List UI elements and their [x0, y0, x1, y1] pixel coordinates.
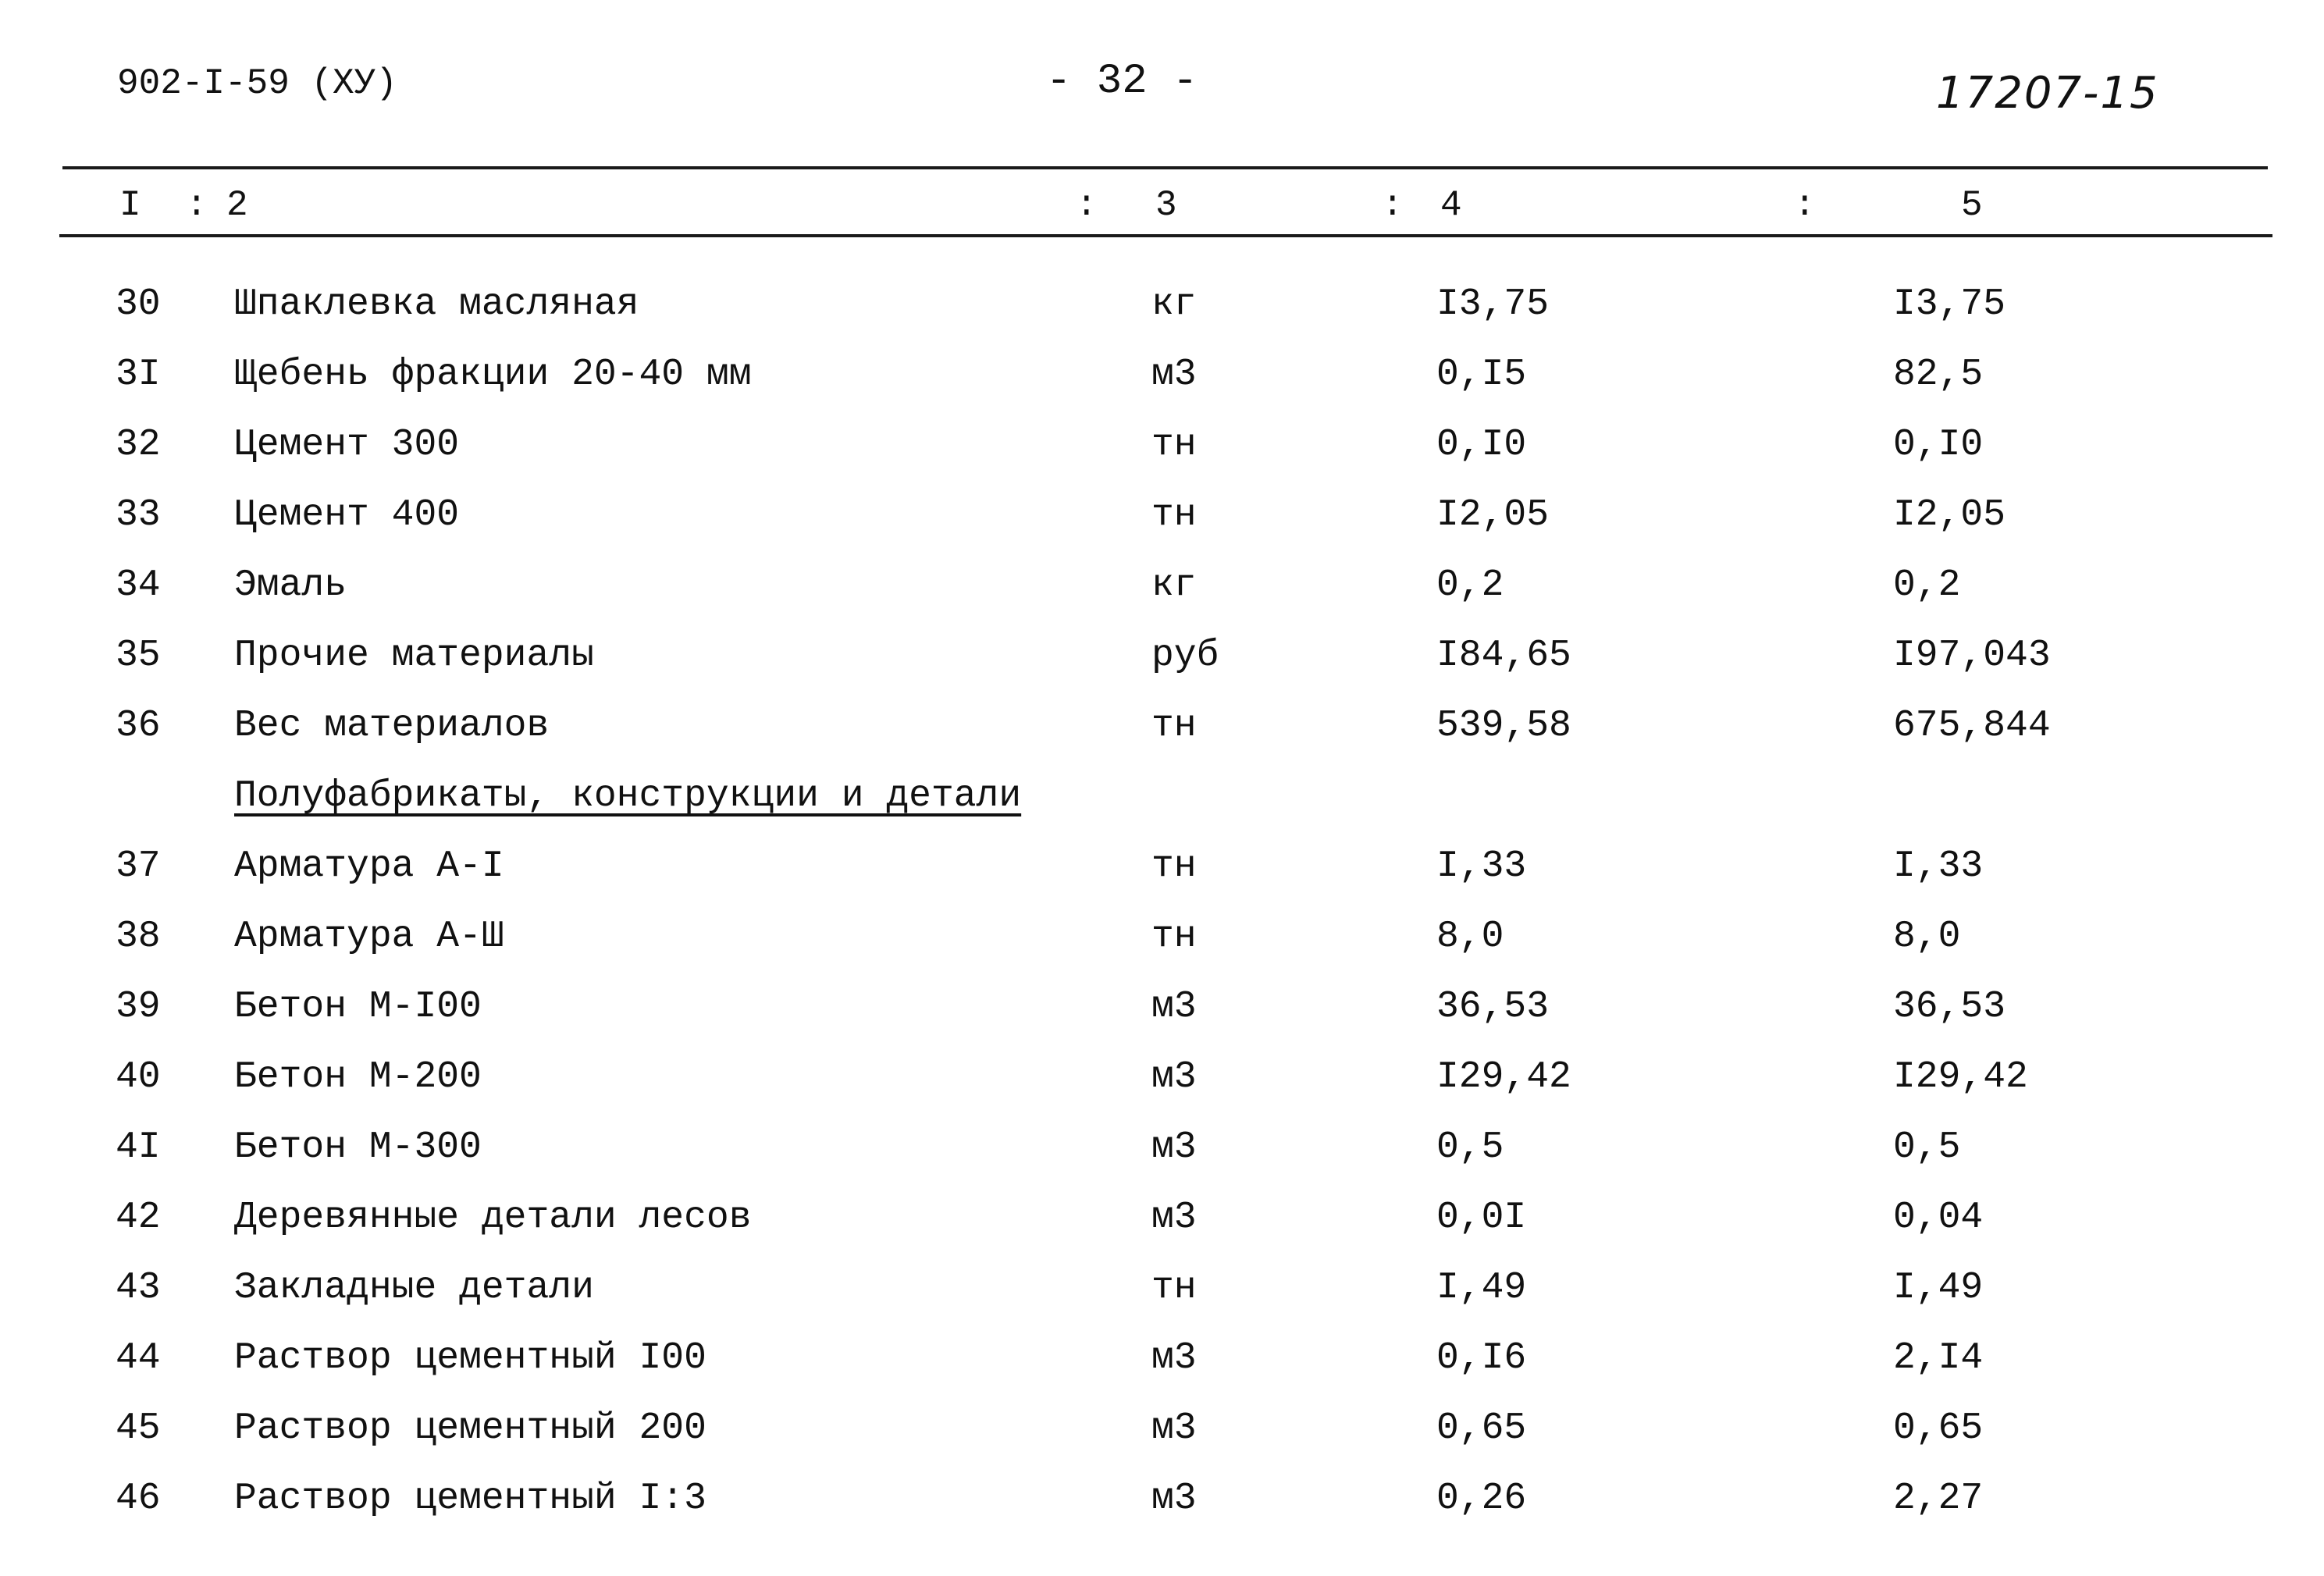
- item-name: Эмаль: [234, 564, 347, 607]
- section-heading-row: [0, 761, 2324, 831]
- unit-cell: кг: [1151, 283, 1197, 326]
- unit-cell: м3: [1151, 986, 1197, 1028]
- row-number: 45: [116, 1407, 161, 1450]
- table-row: [0, 1183, 2324, 1253]
- table-row: [0, 972, 2324, 1042]
- quantity-column-5: I2,05: [1893, 494, 2006, 536]
- quantity-column-4: 0,I5: [1436, 354, 1527, 396]
- quantity-column-5: 8,0: [1893, 916, 1961, 958]
- quantity-column-5: 675,844: [1893, 705, 2051, 747]
- row-number: 38: [116, 916, 161, 958]
- quantity-column-4: 0,0I: [1436, 1197, 1527, 1239]
- row-number: 43: [116, 1267, 161, 1309]
- unit-cell: м3: [1151, 1056, 1197, 1098]
- row-number: 34: [116, 564, 161, 607]
- table-row: [0, 621, 2324, 691]
- quantity-column-4: I3,75: [1436, 283, 1550, 326]
- row-number: 33: [116, 494, 161, 536]
- document-code: 902-I-59 (XУ): [117, 63, 397, 104]
- quantity-column-4: 0,I6: [1436, 1337, 1527, 1379]
- table-row: [0, 340, 2324, 410]
- section-heading: Полуфабрикаты, конструкции и детали: [234, 775, 1022, 817]
- materials-table-body: [0, 269, 2324, 1534]
- item-name: Цемент 400: [234, 494, 460, 536]
- table-row: [0, 1253, 2324, 1323]
- column-header-4: 4: [1440, 185, 1462, 226]
- item-name: Раствор цементный I00: [234, 1337, 706, 1379]
- unit-cell: кг: [1151, 564, 1197, 607]
- sheet-number: 17207-15: [1936, 68, 2159, 119]
- quantity-column-5: 2,I4: [1893, 1337, 1984, 1379]
- column-header-5: 5: [1961, 185, 1983, 226]
- row-number: 37: [116, 845, 161, 888]
- table-row: [0, 1323, 2324, 1393]
- quantity-column-4: 0,2: [1436, 564, 1504, 607]
- quantity-column-5: 0,04: [1893, 1197, 1984, 1239]
- row-number: 40: [116, 1056, 161, 1098]
- quantity-column-5: I3,75: [1893, 283, 2006, 326]
- row-number: 44: [116, 1337, 161, 1379]
- page-number: - 32 -: [1046, 58, 1198, 105]
- quantity-column-4: 0,26: [1436, 1478, 1527, 1520]
- table-row: [0, 1112, 2324, 1183]
- quantity-column-4: 36,53: [1436, 986, 1550, 1028]
- column-header-2: 2: [226, 185, 248, 226]
- item-name: Раствор цементный I:3: [234, 1478, 706, 1520]
- quantity-column-5: 0,65: [1893, 1407, 1984, 1450]
- quantity-column-5: I97,043: [1893, 635, 2051, 677]
- row-number: 4I: [116, 1126, 161, 1169]
- quantity-column-5: I,49: [1893, 1267, 1984, 1309]
- unit-cell: м3: [1151, 1337, 1197, 1379]
- column-header-1: I: [119, 185, 141, 226]
- quantity-column-5: I,33: [1893, 845, 1984, 888]
- table-row: [0, 550, 2324, 621]
- row-number: 30: [116, 283, 161, 326]
- table-top-rule: [62, 166, 2268, 169]
- unit-cell: м3: [1151, 1407, 1197, 1450]
- row-number: 36: [116, 705, 161, 747]
- item-name: Раствор цементный 200: [234, 1407, 706, 1450]
- item-name: Щебень фракции 20-40 мм: [234, 354, 752, 396]
- table-row: [0, 269, 2324, 340]
- unit-cell: тн: [1151, 705, 1197, 747]
- row-number: 32: [116, 424, 161, 466]
- item-name: Бетон М-300: [234, 1126, 482, 1169]
- table-row: [0, 1393, 2324, 1464]
- row-number: 3I: [116, 354, 161, 396]
- unit-cell: руб: [1151, 635, 1219, 677]
- unit-cell: м3: [1151, 354, 1197, 396]
- column-separator: :: [1794, 185, 1816, 226]
- unit-cell: тн: [1151, 916, 1197, 958]
- quantity-column-4: 0,5: [1436, 1126, 1504, 1169]
- item-name: Шпаклевка масляная: [234, 283, 639, 326]
- table-row: [0, 410, 2324, 480]
- unit-cell: тн: [1151, 845, 1197, 888]
- column-header-3: 3: [1155, 185, 1177, 226]
- quantity-column-4: I,49: [1436, 1267, 1527, 1309]
- table-row: [0, 691, 2324, 761]
- table-row: [0, 1464, 2324, 1534]
- item-name: Цемент 300: [234, 424, 460, 466]
- quantity-column-4: 8,0: [1436, 916, 1504, 958]
- table-row: [0, 902, 2324, 972]
- quantity-column-5: 0,2: [1893, 564, 1961, 607]
- item-name: Деревянные детали лесов: [234, 1197, 752, 1239]
- item-name: Бетон М-I00: [234, 986, 482, 1028]
- item-name: Прочие материалы: [234, 635, 594, 677]
- unit-cell: тн: [1151, 424, 1197, 466]
- unit-cell: м3: [1151, 1126, 1197, 1169]
- item-name: Арматура А-I: [234, 845, 504, 888]
- row-number: 42: [116, 1197, 161, 1239]
- table-row: [0, 480, 2324, 550]
- unit-cell: тн: [1151, 1267, 1197, 1309]
- table-row: [0, 831, 2324, 902]
- quantity-column-5: 82,5: [1893, 354, 1984, 396]
- column-separator: :: [1382, 185, 1404, 226]
- quantity-column-5: I29,42: [1893, 1056, 2028, 1098]
- quantity-column-5: 0,5: [1893, 1126, 1961, 1169]
- table-header-rule: [59, 234, 2272, 237]
- column-separator: :: [1076, 185, 1098, 226]
- table-row: [0, 1042, 2324, 1112]
- quantity-column-4: 0,65: [1436, 1407, 1527, 1450]
- quantity-column-4: I84,65: [1436, 635, 1571, 677]
- row-number: 35: [116, 635, 161, 677]
- quantity-column-5: 0,I0: [1893, 424, 1984, 466]
- unit-cell: м3: [1151, 1197, 1197, 1239]
- quantity-column-4: 0,I0: [1436, 424, 1527, 466]
- quantity-column-4: 539,58: [1436, 705, 1571, 747]
- quantity-column-5: 2,27: [1893, 1478, 1984, 1520]
- unit-cell: м3: [1151, 1478, 1197, 1520]
- quantity-column-4: I,33: [1436, 845, 1527, 888]
- item-name: Арматура А-Ш: [234, 916, 504, 958]
- item-name: Бетон М-200: [234, 1056, 482, 1098]
- quantity-column-4: I29,42: [1436, 1056, 1571, 1098]
- quantity-column-5: 36,53: [1893, 986, 2006, 1028]
- row-number: 39: [116, 986, 161, 1028]
- quantity-column-4: I2,05: [1436, 494, 1550, 536]
- item-name: Вес материалов: [234, 705, 550, 747]
- item-name: Закладные детали: [234, 1267, 594, 1309]
- column-separator: :: [186, 185, 208, 226]
- unit-cell: тн: [1151, 494, 1197, 536]
- row-number: 46: [116, 1478, 161, 1520]
